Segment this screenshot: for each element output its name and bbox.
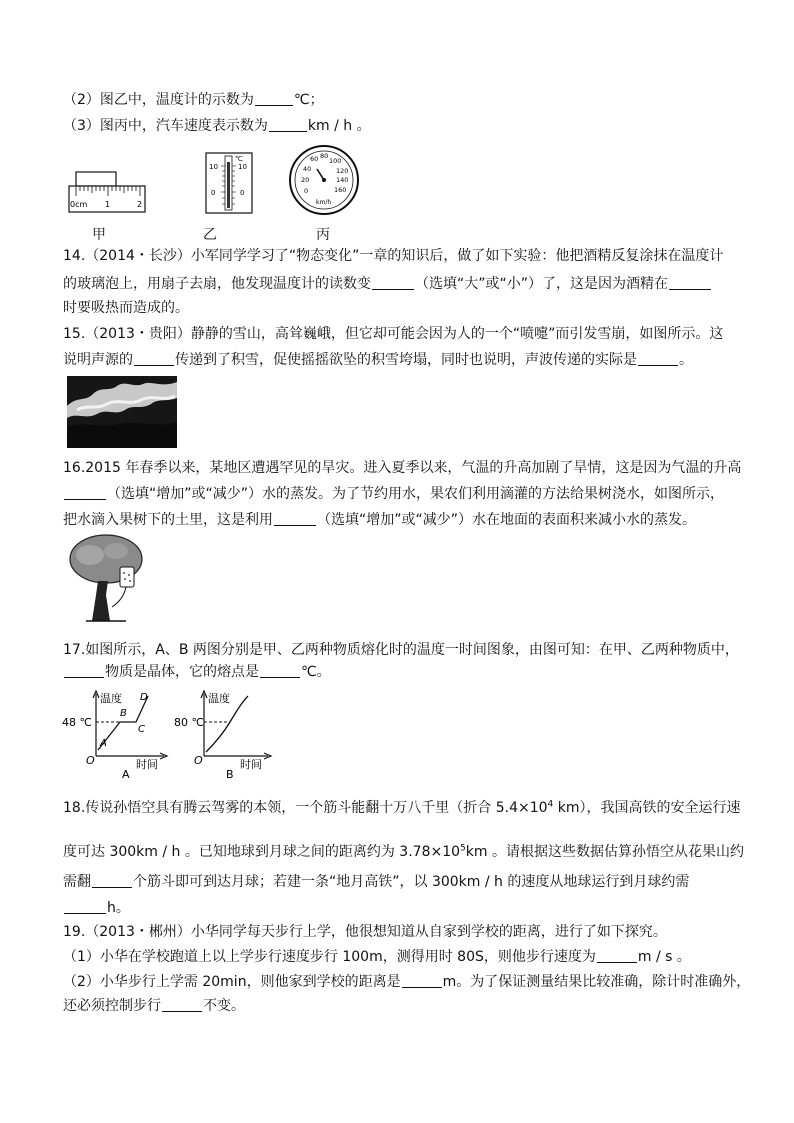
graph-b — [170, 688, 274, 780]
graph-b-origin: O — [194, 754, 203, 767]
answer-blank[interactable] — [64, 663, 104, 678]
q14-line: 的玻璃泡上，用扇子去扇，他发现温度计的读数变 （选填“大”或“小”）了，这是因为酒精在 — [63, 274, 712, 294]
graph-a-caption: A — [122, 768, 130, 780]
graph-a-point: B — [120, 708, 127, 719]
answer-blank[interactable] — [64, 485, 106, 500]
thermometer-tick: 10 — [238, 163, 247, 171]
graph-a-point: D — [140, 692, 148, 703]
graph-b-caption: B — [226, 768, 234, 780]
graph-a-temp-label: 48 ℃ — [62, 716, 92, 729]
graph-a-ylabel: 温度 — [100, 692, 122, 705]
answer-blank[interactable] — [638, 351, 678, 366]
thermometer-tick: 10 — [209, 163, 218, 171]
q17-line: 17.如图所示，A、B 两图分别是甲、乙两种物质熔化时的温度一时间图象，由图可知：在甲、乙两种物质中， — [63, 642, 739, 658]
speed-tick: 40 — [303, 165, 312, 173]
q16-line: 16.2015 年春季以来，某地区遭遇罕见的旱灾。进入夏季以来，气温的升高加剧了旱情，这是因为气温的升高 — [63, 460, 742, 476]
answer-blank[interactable] — [402, 973, 442, 988]
q13-part3: （3）图丙中，汽车速度表示数为 km / h 。 — [63, 118, 371, 134]
figure-caption: 甲 — [92, 227, 106, 243]
speed-tick: 140 — [336, 176, 349, 184]
figure-caption: 丙 — [316, 227, 330, 243]
answer-blank[interactable] — [162, 997, 202, 1012]
speed-tick: 80 — [320, 152, 329, 160]
graph-a-origin: O — [86, 754, 95, 767]
speed-tick: 20 — [301, 176, 310, 184]
ruler-figure — [68, 170, 148, 215]
answer-blank[interactable] — [269, 117, 307, 132]
q15-line: 15.（2013・贵阳）静静的雪山，高耸巍峨，但它却可能会因为人的一个“喷嚏”而引发雪崩，如图所示。这 — [63, 326, 724, 342]
graph-b-xlabel: 时间 — [240, 758, 262, 771]
answer-blank[interactable] — [260, 663, 300, 678]
answer-blank[interactable] — [597, 948, 637, 963]
answer-blank[interactable] — [274, 511, 316, 526]
ruler-label: 1 — [105, 200, 111, 209]
speed-tick: 0 — [304, 187, 309, 195]
figure-caption: 乙 — [203, 227, 217, 243]
q19-line: （1）小华在学校跑道上以上学步行速度步行 100m，测得用时 80S，则他步行速度为 m / s 。 — [63, 949, 691, 965]
answer-blank[interactable] — [64, 899, 106, 914]
speed-tick: 100 — [329, 157, 342, 165]
ruler-label: 0cm — [70, 200, 88, 209]
speed-unit: km/h — [316, 199, 332, 206]
graph-a — [62, 688, 170, 780]
graph-b-ylabel: 温度 — [208, 692, 230, 705]
q14-line: 14.（2014・长沙）小军同学学习了“物态变化”一章的知识后，做了如下实验：他把酒精反复涂抹在温度计 — [63, 248, 724, 264]
answer-blank[interactable] — [372, 275, 414, 290]
answer-blank[interactable] — [255, 91, 293, 106]
answer-blank[interactable] — [92, 873, 132, 888]
graph-a-xlabel: 时间 — [136, 758, 158, 771]
speed-tick: 160 — [334, 186, 347, 194]
q13-part2: （2）图乙中，温度计的示数为 ℃； — [63, 92, 324, 108]
q14-line: 时要吸热而造成的。 — [63, 300, 189, 316]
drip-irrigation-tree — [66, 533, 146, 625]
thermometer-unit: ℃ — [235, 155, 243, 163]
thermometer-figure — [205, 152, 253, 214]
q18-line: 18.传说孙悟空具有腾云驾雾的本领，一个筋斗能翻十万八千里（折合 $5.4\times 10^4$ km），我国高铁的安全运行速 — [63, 799, 741, 816]
q16-line: （选填“增加”或“减少”）水的蒸发。为了节约用水，果农们利用滴灌的方法给果树浇水，如图所示， — [63, 484, 724, 504]
graph-a-point: C — [138, 724, 145, 735]
q19-line: 19.（2013・郴州）小华同学每天步行上学，他很想知道从自家到学校的距离，进行了如下探究。 — [63, 924, 667, 940]
q16-line: 把水滴入果树下的土里，这是利用 （选填“增加”或“减少”）水在地面的表面积来减小水的蒸发。 — [63, 512, 697, 528]
snow-mountain-photo — [67, 376, 177, 448]
answer-blank[interactable] — [669, 275, 711, 290]
q17-line: 物质是晶体，它的熔点是 ℃。 — [63, 662, 331, 682]
ruler-label: 2 — [137, 200, 143, 209]
thermometer-tick: 0 — [240, 189, 245, 197]
speedometer-figure — [288, 144, 360, 216]
q15-line: 说明声源的 传递到了积雪，促使摇摇欲坠的积雪垮塌，同时也说明，声波传递的实际是 。 — [63, 352, 693, 368]
graph-a-point: A — [100, 738, 107, 749]
speed-tick: 120 — [336, 167, 349, 175]
speed-tick: 60 — [310, 155, 319, 163]
q18-line: h。 — [63, 898, 130, 918]
q19-line: 还必须控制步行 不变。 — [63, 998, 245, 1014]
graph-b-temp-label: 80 ℃ — [174, 716, 204, 729]
answer-blank[interactable] — [134, 351, 174, 366]
q18-line: 度可达 300km / h 。已知地球到月球之间的距离约为 $3.78\times 10^5km$ 。请根据这些数据估算孙悟空从花果山约 — [63, 843, 744, 860]
thermometer-tick: 0 — [211, 189, 216, 197]
q19-line: （2）小华步行上学需 20min，则他家到学校的距离是 m。为了保证测量结果比较准确，除计时准确外， — [63, 974, 751, 990]
q18-line: 需翻 个筋斗即可到达月球；若建一条“地月高铁”，以 300km / h 的速度从地球运行到月球约需 — [63, 874, 690, 890]
